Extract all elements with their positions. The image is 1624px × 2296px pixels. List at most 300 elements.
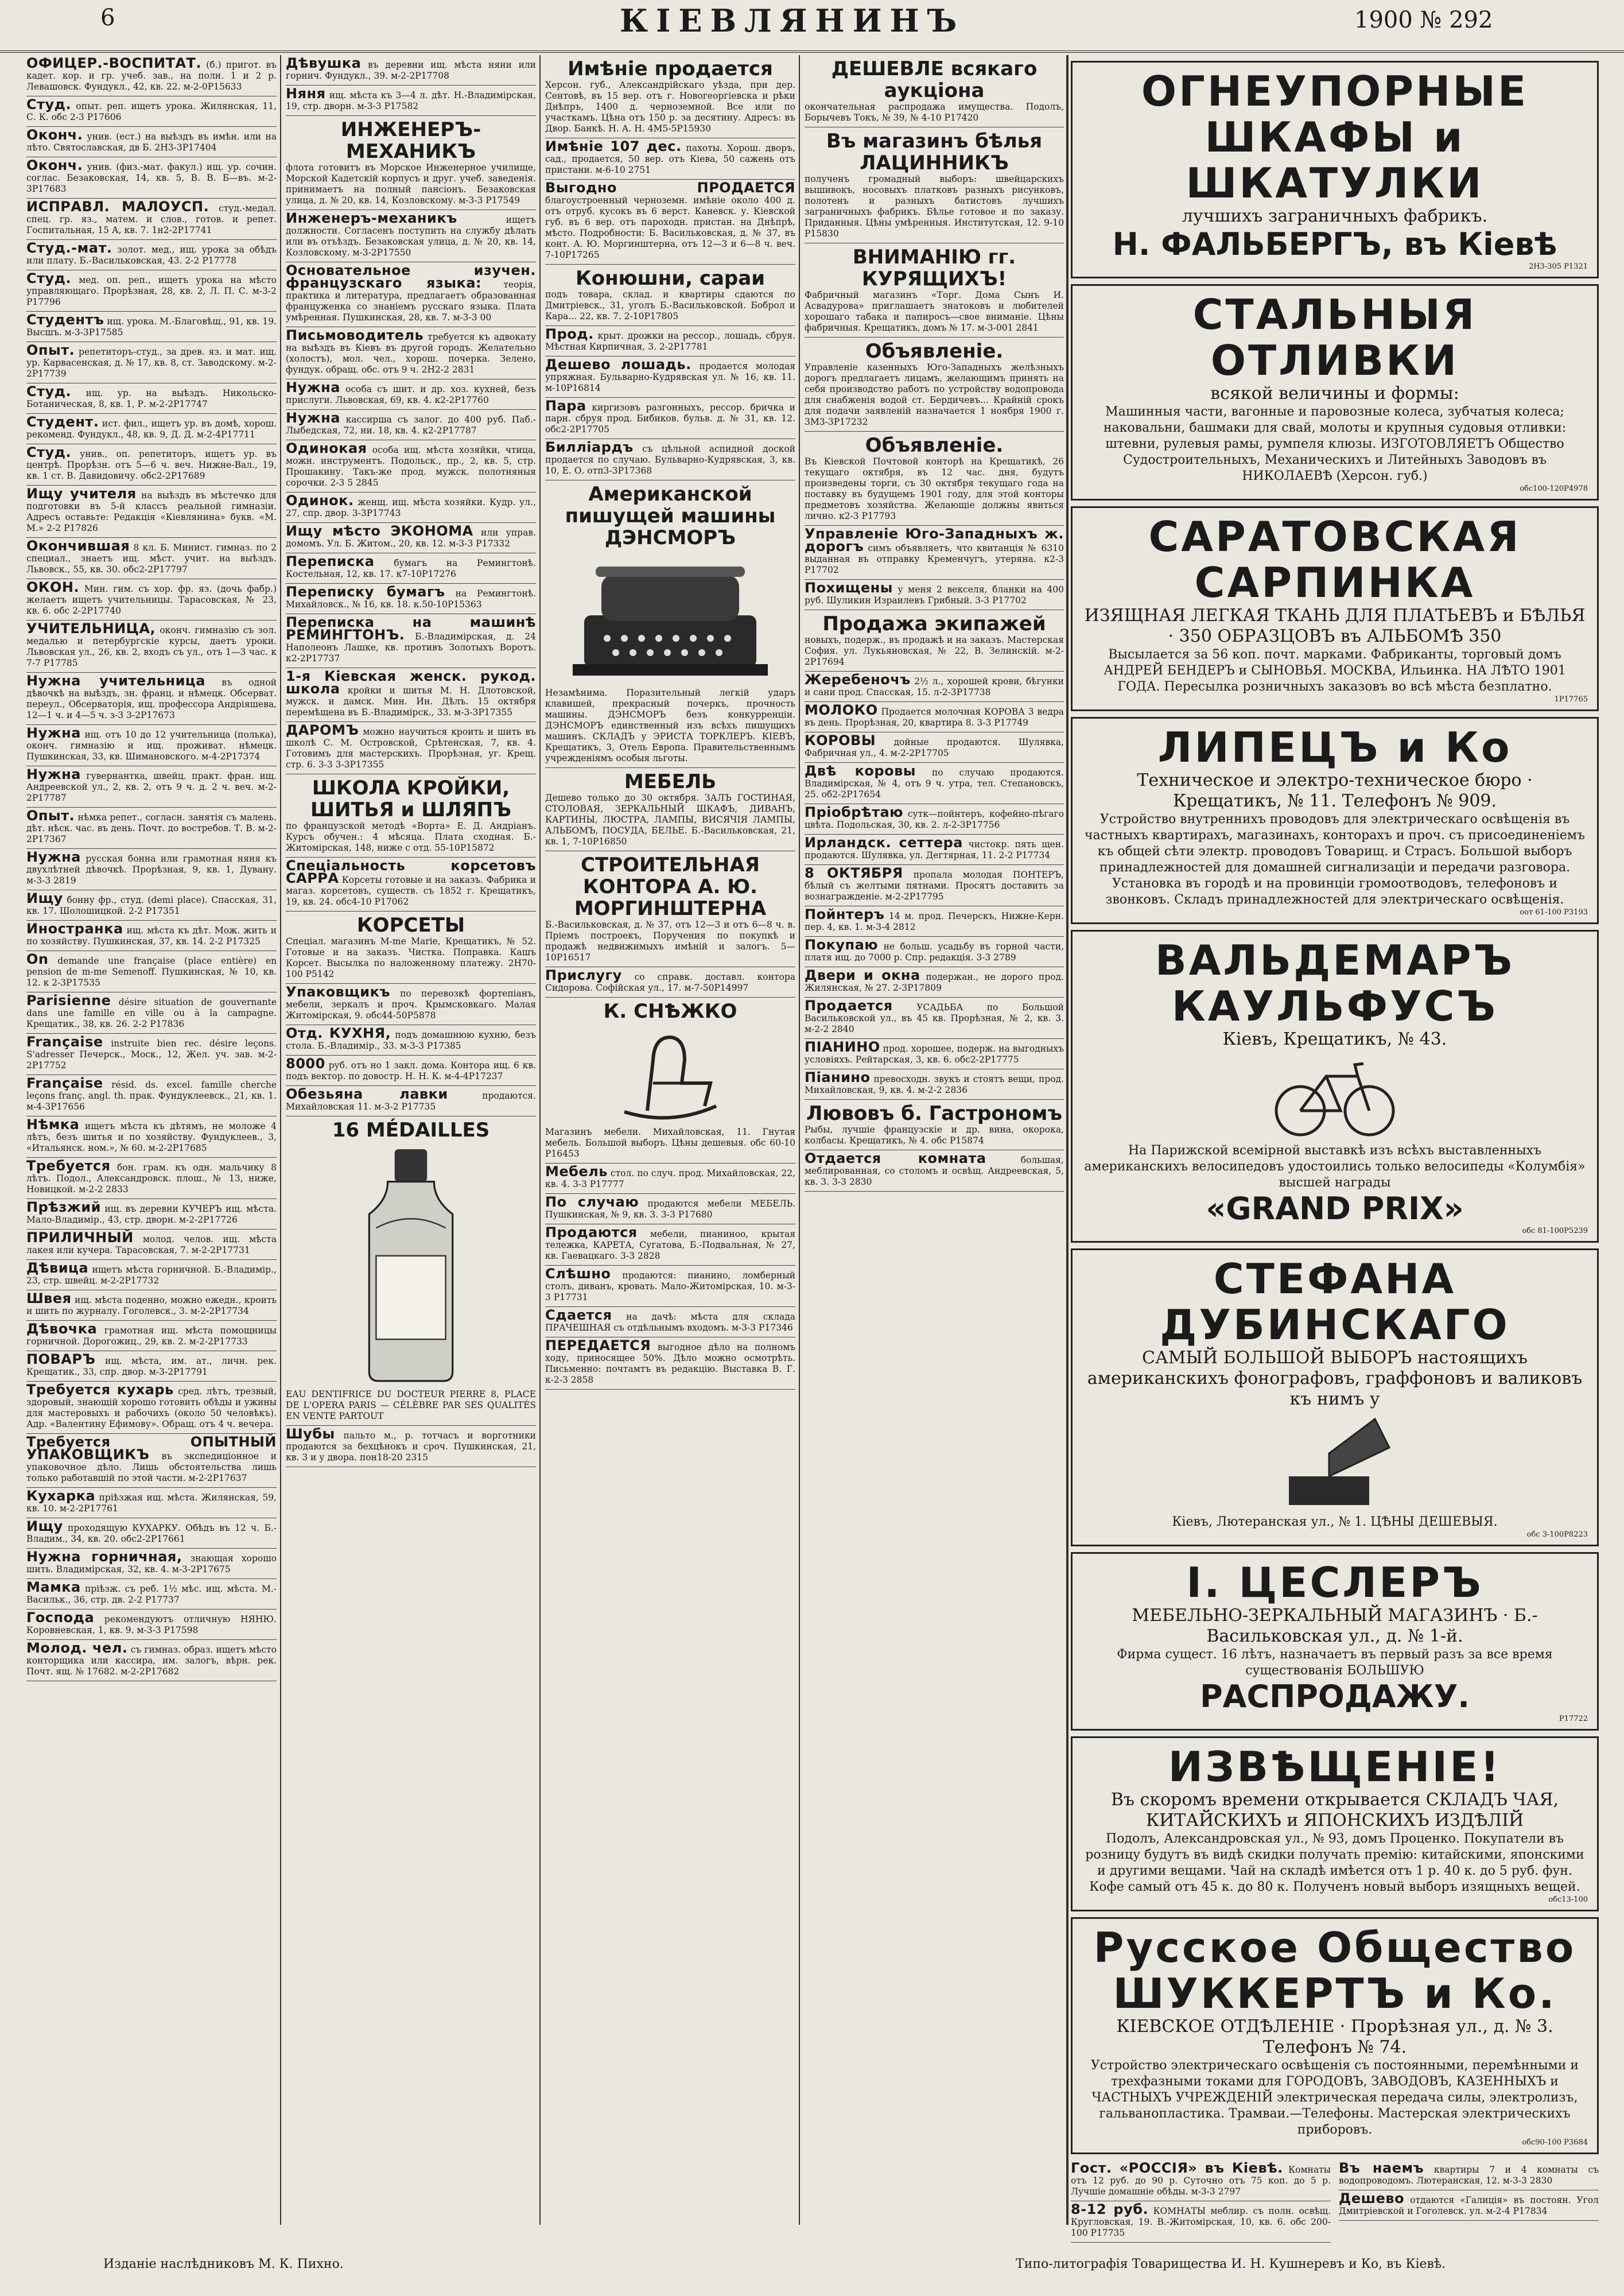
ad-text: съ гимназ. образ. ищетъ мѣсто конторщика или кассира, им. залогъ, вѣрн. рек. Почт. ящ. № 17682. м-2-2Р17682 [26, 1645, 277, 1677]
ad-heading: Гост. «РОССІЯ» въ Кіевѣ. [1071, 2160, 1283, 2176]
ad-code: Р17722 [1559, 1715, 1588, 1723]
ad-text: Спеціал. магазинъ M-me Marie, Крещатикъ, № 52. Готовые и на заказъ. Чистка. Поправка. Кашъ Корсет. Высылка по наложенному платежу. 2Н70-100 Р5142 [286, 936, 536, 979]
page-number: 6 [100, 5, 115, 31]
classified-ad [26, 127, 277, 157]
classified-ad [805, 55, 1064, 127]
bicycle-illustration [1272, 1053, 1398, 1139]
ad-text: Фабричный магазинъ «Торг. Дома Сынъ И. Асвадурова» приглашаетъ знатоковъ и любителей хорошаго табака и папиросъ—свое вниманіе. Цѣны фабричныя. Крещатикъ, домъ № 17. м-3-001 2841 [805, 290, 1064, 333]
ad-text: сутк—пойнтеръ, кофейно-пѣгаго цвѣта. Подольская, 30, кв. 2. л-2-3Р17756 [805, 809, 1064, 830]
ad-heading: Ищу мѣсто ЭКОНОМА [286, 523, 473, 539]
ad-heading: ИСПРАВЛ. МАЛОУСП. [26, 199, 209, 215]
classified-ad [1339, 2160, 1599, 2190]
ad-heading: СТРОИТЕЛЬНАЯ КОНТОРА А. Ю. МОРГИНШТЕРНА [574, 854, 767, 920]
ad-heading: Дешево [1339, 2190, 1405, 2206]
classified-ad [805, 127, 1064, 243]
classified-ad [805, 937, 1064, 967]
ad-text: можно научиться кроить и шить въ школѣ С. М. Островской, Срѣтенская, 7, кв. 4. Готовимъ для мастерскихъ. Прорѣзная, уг. Крещ. стр. 6. 3-3 3-3Р17355 [286, 727, 536, 770]
ad-text: ищетъ мѣста къ дѣтямъ, не моложе 4 лѣтъ, безъ шитья и по хозяйству. Фундуклеев., 3, «Итальянск. ном.», № 60. м-2-2Р17685 [26, 1121, 277, 1153]
ad-heading: Обезьяна лавки [286, 1086, 448, 1102]
ad-text: стол. по случ. прод. Михайловская, 22, кв. 4. 3-3 Р17777 [545, 1168, 795, 1189]
ad-text: ищ. мѣста поденно, можно ежедн., кроить и шить по журналу. Гоголевск., 3. м-2-2Р17734 [26, 1295, 277, 1316]
ad-heading: Швея [26, 1290, 72, 1306]
classified-ad [26, 673, 277, 725]
ad-body: Устройство электрическаго освѣщенія съ постоянными, перемѣнными и трехфазными токами для ГОРОДОВЪ, ЗАВОДОВЪ, КАЗЕННЫХЪ и ЧАСТНЫХЪ УЧРЕЖДЕНІЙ электрическая передача силы, электролизъ, гальванопластика. Трамваи.—Телефоны. Мастерская электрическихъ приборовъ. [1090, 2058, 1579, 2137]
ad-heading: Переписка на машинѣ РЕМИНГТОНЪ. [286, 614, 536, 643]
ad-text: отдаются «Галиція» въ постоян. Угол Дмитріевской и Гоголевск. ул. м-2-4 Р17834 [1339, 2195, 1599, 2216]
ad-text: КОМНАТЫ меблир. съ полн. освѣщ. Кругловская, 19. В.-Житомірская, 10, кв. 6. обс 200-100 Р17735 [1071, 2206, 1331, 2238]
ad-text: русская бонна или грамотная няня къ двухлѣтней дѣвочкѣ. Прорѣзная, 9, кв. 1, Дувану. м-3-3 2819 [26, 854, 277, 886]
ad-headline: САРАТОВСКАЯ САРПИНКА [1148, 513, 1521, 607]
ad-heading: Пойнтеръ [805, 906, 885, 922]
classified-ad [26, 808, 277, 849]
ad-heading: Сдается [545, 1307, 612, 1323]
ad-text: съ цѣльной аспидной доской продается по случаю. Бульварно-Кудрявская, 3, кв. 10, Е. О. отп3-3Р17368 [545, 444, 795, 476]
ad-text: студ.-медал. спец. гр. яз., матем. и слов., готов. и репет. Госпитальная, 15 А, кв. 7. 1н2-2Р17741 [26, 203, 277, 235]
rocking-chair-illustration [613, 1026, 728, 1123]
classified-ad [545, 480, 795, 768]
ad-heading: Française [26, 1075, 103, 1091]
classified-ad [26, 849, 277, 890]
ad-subline: всякой величины и формы: [1210, 383, 1459, 404]
ad-text: благоустроенный черноземн. имѣніе около 400 д. отъ отруб. кусокъ въ 6 верст. Каневск. у. Кіевской губ. въ 6 вер. отъ пароходн. пристан. на Днѣпрѣ, мѣсто. Подробности: Б. Васильковская, д. № 37, въ конт. А. Ю. Моргинштерна, отъ 12—3 и 6—8 ч. веч. 7-10Р17265 [545, 195, 795, 260]
classified-ad [26, 1382, 277, 1434]
ad-heading: Упаковщикъ [286, 984, 390, 1000]
classified-ad [26, 766, 277, 808]
ad-text: не больш. усадьбу въ горной части, платя ищ. до 7000 р. Спр. редакція. 3-3 2789 [805, 941, 1064, 963]
display-ad [1071, 717, 1599, 924]
ad-text: ищ. урока. М.-Благовѣщ., 91, кв. 19. Высшъ. м-3-3Р17585 [26, 316, 277, 338]
ad-heading: По случаю [545, 1194, 639, 1210]
ad-heading: МЕБЕЛЬ [624, 770, 717, 793]
ad-text: киргизовъ разгонныхъ, рессор. бричка и парн. сбруя прод. Бибиков. бульв. д. № 31, кв. 12. обс2-2Р17705 [545, 402, 795, 435]
classified-ad [26, 96, 277, 127]
ad-text: унив. (физ.-мат. факул.) ищ. ур. сочин. соглас. Безаковская, 14, кв. 5, В. В. Б—въ. м-2-3Р17683 [26, 162, 277, 194]
column-2 [286, 55, 536, 2225]
classified-ad [805, 732, 1064, 763]
ad-text: ищетъ должности. Согласенъ поступить на службу дѣлать или въ отъѣздъ. Безаковская улица, д. № 20, кв. 14, Козловскому. м-3-2Р17550 [286, 215, 536, 258]
ad-headline: СТАЛЬНЫЯ ОТЛИВКИ [1192, 290, 1477, 385]
ad-text: крыт. дрожки на рессор., лошадь, сбруя. Мѣстная Кирпичная, 3. 2-2Р17781 [545, 331, 795, 352]
ad-text: выгодное дѣло на полномъ ходу, приносящее 50%. Дѣло можно осмотрѣть. Письменно: почтамтъ въ редакцію. Выставка В. Г. к-2-3 2858 [545, 1342, 795, 1385]
ad-text: или управ. домомъ. Ул. Б. Житом., 20, кв. 12. м-3-3 Р17332 [286, 528, 536, 549]
ad-subline: Кіевъ, Крещатикъ, № 43. [1222, 1029, 1447, 1049]
classified-ad [286, 984, 536, 1025]
ad-heading: Отд. КУХНЯ, [286, 1025, 391, 1041]
classified-ad [286, 1025, 536, 1056]
classified-ad [26, 1230, 277, 1260]
ad-heading: Окончившая [26, 538, 130, 554]
ad-text: пропала молодая ПОНТЕРЪ, бѣлый съ желтыми пятнами. Просятъ доставить за вознагражденіе. м-2-2Р17795 [805, 870, 1064, 902]
ad-heading: Дешево лошадь. [545, 356, 691, 373]
ad-heading: Студ. [26, 96, 72, 113]
ad-heading: Нужна [286, 410, 340, 426]
ad-text: 14 м. прод. Печерскъ, Нижне-Керн. пер. 4, кв. 1. м-3-4 2812 [805, 911, 1064, 932]
ad-heading: Ирландск. сеттера [805, 835, 963, 851]
classified-ad [26, 199, 277, 240]
ad-text: ищ. въ деревни КУЧЕРЪ ищ. мѣста. Мало-Владимір., 43, стр. дворн. м-2-2Р17726 [26, 1204, 277, 1225]
ad-text: теорія, практика и литература, предлагаетъ образованная француженка со знаніемъ русскаго языка. Плата умѣренная. Пушкинская, 28, кв. 7. м-3-3 00 [286, 280, 536, 323]
classified-ad [26, 444, 277, 486]
display-ad [1071, 1248, 1599, 1546]
column-3 [545, 55, 795, 2225]
classified-ad [545, 1224, 795, 1266]
classified-ad [286, 1426, 536, 1467]
ad-heading: ШКОЛА КРОЙКИ, ШИТЬЯ и ШЛЯПЪ [310, 777, 512, 821]
classified-ad [26, 414, 277, 444]
ad-heading: Управленіе Юго-Западныхъ ж. дорогъ [805, 526, 1064, 554]
ad-heading: ПОВАРЪ [26, 1351, 96, 1367]
ad-heading: Шубы [286, 1426, 335, 1442]
ad-text: чистокр. пять щен. продаются. Шулявка, ул. Дегтярная, 11. 2-2 Р17734 [805, 839, 1064, 860]
classified-ad [286, 379, 536, 410]
classified-ad [1071, 2201, 1331, 2243]
ad-heading: Двери и окна [805, 967, 920, 983]
ad-heading: Студ.-мат. [26, 240, 112, 256]
classified-ad [805, 610, 1064, 672]
ad-heading: Продается [805, 998, 893, 1014]
ad-body: Фирма сущест. 16 лѣтъ, назначаетъ въ первый разъ за все время существованія БОЛЬШУЮ [1117, 1647, 1553, 1678]
classified-ad [26, 921, 277, 951]
classified-ad [805, 967, 1064, 998]
ad-text: УСАДЬБА по Большой Васильковской ул., въ 45 кв. Прорѣзная, № 2, кв. 3. м-2-2 2840 [805, 1002, 1064, 1034]
ad-heading: Похищены [805, 580, 893, 596]
ad-text: 2½ л., хорошей крови, бѣгунки и сани прод. Спасская, 15. л-2-3Р17738 [805, 676, 1064, 697]
classified-ad [26, 1518, 277, 1549]
ad-text: въ деревни ищ. мѣста няни или горнич. Фундукл., 39. м-2-2Р17708 [286, 60, 536, 81]
ad-text: пальто м., р. тотчасъ и ворготники продаются за бехцѣнокъ и сроч. Пушкинская, 21, кв. 3 и у двора. пон18-20 2315 [286, 1430, 536, 1463]
ad-heading: Няня [286, 86, 326, 102]
ad-text: ищетъ мѣста горничной. Б.-Владимір., 23, стр. швейц. м-2-2Р17732 [26, 1265, 277, 1286]
ad-heading: Дѣвушка [286, 55, 362, 71]
ad-text: оконч. гимназію съ зол. медалью и петербургскіе курсы, даетъ уроки. Львовская ул., 26, кв. 2, входъ съ ул., отъ 1—3 час. к 7-7 Р17785 [26, 625, 277, 668]
ad-text: грамотная ищ. мѣста помощницы горничной. Дорогожиц., 29, кв. 2. м-2-2Р17733 [26, 1325, 277, 1347]
ad-code: обс90-100 Р3684 [1522, 2138, 1588, 2147]
ad-text: Магазинъ мебели. Михайловская, 11. Гнутая мебель. Большой выборъ. Цѣны дешевыя. обс 60-10 Р16453 [545, 1127, 795, 1159]
ad-headline: ИЗВѢЩЕНІЕ! [1168, 1743, 1502, 1791]
bottom-ads-bottom-right [1339, 2160, 1599, 2243]
classified-ad [545, 967, 795, 998]
classified-ad [1071, 2160, 1331, 2201]
ad-heading: Объявленіе. [865, 340, 1004, 363]
ad-code: обс 81-100Р5239 [1522, 1227, 1588, 1235]
ad-text: со справк. доставл. контора Сидорова. Софійская ул., 17. м-7-50Р14997 [545, 972, 795, 993]
classified-ad [286, 262, 536, 327]
ad-text: продается молодая упряжная. Бульварно-Кудрявская ул. № 16, кв. 11. м-10Р16814 [545, 361, 795, 393]
classified-ad [286, 858, 536, 912]
classified-ad [286, 210, 536, 262]
classified-ad [805, 243, 1064, 338]
classified-ad [286, 584, 536, 614]
ad-text: продаются: пианино, ломберный столъ, диванъ, кровать. Мало-Житомірская, 10. м-3-3 Р17731 [545, 1270, 795, 1302]
ad-code: оот 61-100 Р3193 [1520, 908, 1588, 917]
ad-heading: Нужна [26, 849, 81, 865]
column-5-display-ads [1071, 55, 1599, 2238]
classified-ad [545, 398, 795, 439]
ad-text: ищ. мѣста къ 3—4 л. дѣт. Н.-Владимірская, 19, стр. дворн. м-3-3 Р17582 [286, 90, 536, 111]
ad-text: EAU DENTIFRICE DU DOCTEUR PIERRE 8, PLACE DE L'OPERA PARIS — CÉLÈBRE PAR SES QUALITÉS EN VENTE PARTOUT [286, 1389, 536, 1421]
ad-heading: ОФИЦЕР.-ВОСПИТАТ. [26, 55, 202, 71]
ad-text: по французской методѣ «Ворта» Е. Д. Андріанъ. Курсъ обучен.: 4 мѣсяца. Плата сходная. Б.-Житомірская, 148, ниже с отд. 55-10Р15872 [286, 821, 536, 853]
ad-heading: Мамка [26, 1579, 81, 1595]
ad-heading: ПІАНИНО [805, 1039, 880, 1055]
ad-heading: Опыт. [26, 342, 75, 358]
ad-text: продаются мебели МЕБЕЛЬ. Пушкинская, № 9, кв. 3. 3-3 Р17680 [545, 1199, 795, 1220]
ad-text: превосходн. звукъ и стоятъ вещи, прод. Михайловская, 9, кв. 4. м-2-2 2836 [805, 1074, 1064, 1095]
ad-heading: Студент. [26, 414, 99, 430]
classified-ad [26, 270, 277, 312]
ad-heading: Прод. [545, 326, 594, 342]
classified-ad [26, 1075, 277, 1116]
ad-heading: Студ. [26, 270, 72, 286]
display-ad [1071, 284, 1599, 501]
classified-ad [545, 1266, 795, 1307]
ad-heading: 16 MÉDAILLES [332, 1119, 490, 1142]
ad-subline: ИЗЯЩНАЯ ЛЕГКАЯ ТКАНЬ ДЛЯ ПЛАТЬЕВЪ и БѢЛЬЯ · 350 ОБРАЗЦОВЪ въ АЛЬБОМѢ 350 [1084, 606, 1586, 646]
ad-heading: Нужна учительница [26, 673, 205, 689]
ad-heading: Нужна [26, 766, 81, 782]
ad-heading: Прѣзжий [26, 1199, 101, 1215]
ad-text: симъ объявляетъ, что квитанція № 6310 выданная въ отправку Кременчугъ, утеряна. к2-3 Р17702 [805, 543, 1064, 575]
ad-subline: Техническое и электро-техническое бюро · Крещатикъ, № 11. Телефонъ № 909. [1137, 770, 1533, 811]
ad-text: проходящую КУХАРКУ. Обѣдъ въ 12 ч. Б.-Владим., 34, кв. 20. обс2-2Р17661 [26, 1523, 277, 1544]
ad-heading: Дѣвица [26, 1260, 89, 1276]
classified-ad [805, 1069, 1064, 1100]
typewriter-illustration [561, 552, 779, 684]
classified-ad [26, 240, 277, 270]
ad-heading: Имѣніе 107 дес. [545, 138, 682, 154]
ad-text: рекомендуютъ отличную НЯНЮ. Коровневская, 1, кв. 9. м-3-3 Р17598 [26, 1614, 277, 1635]
ad-text: по перевозкѣ фортепіанъ, мебели, зеркалъ и проч. Крымсковкаго. Малая Житомірская, 9. обс44-50Р5878 [286, 988, 536, 1021]
ad-heading: Пара [545, 398, 586, 414]
ad-text: Комнаты отъ 12 руб. до 90 р. Суточно отъ 75 коп. до 5 р. Лучшіе домашніе обѣды. м-3-3 2797 [1071, 2165, 1331, 2197]
classified-ad [545, 1163, 795, 1194]
ad-text: Мин. гим. съ хор. фр. яз. (дочь фабр.) желаетъ ищетъ учительницы. Тарасовская, № 23, кв. 6. обс 2-2Р17740 [26, 584, 277, 616]
ad-text: женщ. ищ. мѣста хозяйки. Кудр. ул., 27, спр. двор. 3-3Р17743 [286, 497, 536, 518]
ad-heading: Переписку бумагъ [286, 584, 445, 600]
classified-ad [805, 432, 1064, 526]
classified-ad [545, 768, 795, 851]
display-ad [1071, 61, 1599, 278]
ad-heading: 8000 [286, 1056, 325, 1072]
ad-subline: Въ скоромъ времени открывается СКЛАДЪ ЧАЯ, КИТАЙСКИХЪ и ЯПОНСКИХЪ ИЗДѢЛІЙ [1110, 1790, 1559, 1830]
classified-ad [26, 342, 277, 383]
ad-code: 2Н3-305 Р1321 [1528, 262, 1588, 271]
ad-heading: Выгодно ПРОДАЕТСЯ [545, 180, 795, 196]
ad-subline: КІЕВСКОЕ ОТДѢЛЕНІЕ · Прорѣзная ул., д. № 3. Телефонъ № 74. [1116, 2016, 1553, 2057]
ad-heading: Спеціальность корсетовъ САРРА [286, 858, 536, 886]
bottom-ads-bottom-left [1071, 2160, 1331, 2243]
ad-text: дойные продаются. Шулявка, Фабричная ул., 4. м-2-2Р17705 [805, 737, 1064, 758]
ad-text: ищ. мѣста, им. ат., личн. рек. Крещатик., 33, спр. двор. м-3-2Р17791 [26, 1356, 277, 1377]
classified-ad [805, 835, 1064, 865]
ad-text: пріѣзжая ищ. мѣста. Жилянская, 59, кв. 10. м-2-2Р17761 [26, 1492, 277, 1514]
classified-ad [26, 1290, 277, 1321]
column-1 [26, 55, 277, 2225]
ad-heading: ВНИМАНІЮ гг. КУРЯЩИХЪ! [852, 246, 1016, 290]
ad-heading: Отдается комната [805, 1150, 986, 1166]
ad-heading: К. СНѢЖКО [603, 1000, 737, 1023]
ad-text: въ одной дѣвочкѣ на выѣздъ, зн. франц. и нѣмецк. Обсерват. переул., Обсерваторія, ищ. профессора Андріяшева, 12—1 ч. и 4—5 ч. з-3 3-2Р17673 [26, 677, 277, 720]
classified-ad [1339, 2190, 1599, 2221]
ad-text: унив. (ест.) на выѣздъ въ имѣн. или на лѣто. Святославская, дв Б. 2Н3-3Р17404 [26, 131, 277, 153]
ad-text: кассирша съ залог. до 400 руб. Паб.-Лыбедская, 72, ни. 18, кв. 4. к2-2Р17787 [286, 414, 536, 436]
ad-heading: Слѣшно [545, 1266, 611, 1282]
classified-ad [26, 1116, 277, 1158]
ad-text: бон. грам. къ одн. мальчику 8 лѣтъ. Подол., Александровск. плош., № 13, ниже, Новицкой. м-2-2 2833 [26, 1162, 277, 1194]
classified-ad [26, 1199, 277, 1230]
ad-headline: ОГНЕУПОРНЫЕ ШКАФЫ и ШКАТУЛКИ [1141, 67, 1529, 207]
bottle-illustration [336, 1145, 485, 1386]
ad-text: désire situation de gouvernante dans une famille en ville ou à la campagne. Крещатик., 38, кв. 26. 2-2 Р17836 [26, 997, 277, 1029]
ad-heading: Нѣмка [26, 1116, 80, 1133]
column-4 [805, 55, 1064, 2225]
ad-heading: ПЕРЕДАЕТСЯ [545, 1337, 651, 1353]
ad-text: у меня 2 векселя, бланки на 400 руб. Шуликин Израилевъ Грибный. 3-3 Р17702 [805, 584, 1064, 606]
ad-text: флота готовитъ въ Морское Инженерное училище, Морской Кадетскій корпусъ и друг. учеб. заведенія. принимаетъ на полный пансіонъ. Безаковская улица, д. № 20, кв. 14, Козловскому. м-3-3 Р17549 [286, 162, 536, 205]
classified-ad [805, 906, 1064, 937]
ad-heading: ОКОН. [26, 579, 80, 595]
ad-subline: МЕБЕЛЬНО-ЗЕРКАЛЬНЫЙ МАГАЗИНЪ · Б.-Васильковская ул., д. № 1-й. [1132, 1605, 1538, 1646]
classified-ad [26, 538, 277, 579]
ad-text: подержан., не дорого прод. Жилянская, № 27. 2-3Р17809 [805, 972, 1064, 993]
ad-heading: Господа [26, 1609, 95, 1626]
classified-ad [26, 579, 277, 620]
classified-ad [286, 774, 536, 858]
display-ad [1071, 1736, 1599, 1911]
ad-text: мебели, пианиноо, крытая тележка, КАРЕТА, Сугатова, Б.-Подвальная, № 27, кв. Гаевацкаго. 3-3 2828 [545, 1229, 795, 1261]
display-ad [1071, 1552, 1599, 1731]
classified-ad [26, 55, 277, 96]
ad-heading: ПРИЛИЧНЫЙ [26, 1230, 134, 1246]
classified-ad [26, 486, 277, 538]
classified-ad [286, 523, 536, 553]
ad-heading: Двѣ коровы [805, 763, 916, 779]
ad-code: 1Р17765 [1554, 695, 1588, 704]
column-rule [539, 55, 541, 2225]
ad-heading: Переписка [286, 553, 375, 569]
ad-text: ищ. мѣста къ дѣт. Мож. жить и по хозяйству. Пушкинская, 37, кв. 14. 2-2 Р17325 [26, 925, 277, 947]
classified-ad [286, 410, 536, 440]
ad-text: Б.-Васильковская, д. № 37, отъ 12—3 и отъ 6—8 ч. в. Пріемъ построекъ, Поручения по покупкѣ и продажѣ недвижимыхъ имѣній и залогъ. 5—10Р16517 [545, 920, 795, 963]
ad-heading: Въ наемъ [1339, 2160, 1424, 2176]
ad-heading: Оконч. [26, 157, 83, 173]
ad-code: обс 3-100Р8223 [1526, 1530, 1588, 1539]
classified-ad [26, 1640, 277, 1681]
ad-text: ищ. отъ 10 до 12 учительница (полька), оконч. гимназію и ищ. проживат. нѣмецк. Пушкинская, 33, кв. Шимановского. м-4-2Р17374 [26, 730, 277, 762]
ad-text: ист. фил., ищетъ ур. въ домѣ, хорош. рекоменд. Фундукл., 48, кв. 9, Д. Д. м-2-4Р17711 [26, 418, 277, 440]
classified-ad [26, 1321, 277, 1351]
classified-ad [805, 804, 1064, 835]
ad-heading: Жеребеночъ [805, 672, 911, 688]
footer-publisher: Изданіе наслѣдниковъ М. К. Пихно. [103, 2257, 344, 2271]
ad-heading: Письмоводитель [286, 327, 424, 343]
classified-ad [805, 702, 1064, 732]
ad-text: унив., оп. репетиторъ, ищетъ ур. въ центрѣ. Прорѣзн. отъ 5—6 ч. веч. Нижне-Вал., 19, кв. 1 ст. В. Давидовичу. обс2-2Р17689 [26, 449, 277, 481]
ad-body: Высылается за 56 коп. почт. марками. Фабриканты, торговый домъ АНДРЕЙ БЕНДЕРЪ и СЫНОВЬЯ. МОСКВА, Ильинка. НА ЛѢТО 1901 ГОДА. Пересылка розничныхъ заказовъ во всѣ мѣста безплатно. [1104, 647, 1566, 694]
classified-ad [805, 526, 1064, 580]
column-rule [280, 55, 281, 2225]
ad-heading: КОРСЕТЫ [356, 914, 465, 937]
ad-heading: Покупаю [805, 937, 879, 953]
classified-ad [545, 326, 795, 356]
ad-text: Въ Кіевской Почтовой конторѣ на Крещатикѣ, 26 текущаго октября, въ 12 час. дня, будутъ произведены торги, съ 30 октября текущаго года на поставку въ будущемъ 1901 году, для этой конторы предметовъ хозяйства. Желающіе должны явиться лично. к2-3 Р17793 [805, 456, 1064, 521]
ad-text: бонну фр., студ. (demi place). Спасская, 31, кв. 17. Шолошицкой. 2-2 Р17351 [26, 895, 277, 916]
display-ad [1071, 1917, 1599, 2154]
ad-text: demande une française (place entière) en pension de m-me Semenoff. Пушкинская, № 10, кв. 12. к 2-3Р17535 [26, 956, 277, 988]
ad-heading: 8 ОКТЯБРЯ [805, 865, 903, 881]
classified-ad [805, 672, 1064, 702]
ad-text: прод. хорошее, подерж. на выгодныхъ условіяхъ. Рейтарская, 3, кв. 6. обс2-2Р17775 [805, 1044, 1064, 1065]
classified-ad [545, 851, 795, 967]
classified-ad [805, 865, 1064, 906]
ad-text: гувернантка, швейц. практ. фран. ищ. Андреевской ул., 2, кв. 2, отъ 9 ч. д. 2 ч. веч. м-2-2Р17787 [26, 771, 277, 803]
classified-ad [286, 722, 536, 774]
ad-body: На Парижской всемірной выставкѣ изъ всѣхъ выставленныхъ американскихъ велосипедовъ удостоились только велосипеды «Колумбія» высшей награды [1084, 1143, 1586, 1190]
ad-text: полученъ громадный выборъ: швейцарскихъ вышивокъ, носовыхъ платковъ разныхъ рисунковъ, полотенъ и разныхъ батистовъ лучшихъ заграничныхъ фабрикъ. Бѣлье готовое и по заказу. Приданныя. Цѣны умѣренныя. Институтская, 12. 9-10 Р15830 [805, 174, 1064, 239]
ad-heading: Молод. чел. [26, 1640, 128, 1656]
ad-heading: Parisienne [26, 992, 111, 1009]
ad-text: большая, меблированная, со столомъ и освѣщ. Андреевская, 5, кв. 3. 3-3 2830 [805, 1155, 1064, 1187]
classified-ad [26, 890, 277, 921]
ad-text: résid. ds. excel. famille cherche leçons franç. angl. th. прак. Фундуклеевск., 21, кв. 1. м-4-3Р17656 [26, 1080, 277, 1112]
ad-text: руб. отъ но 1 закл. дома. Контора ищ. 6 кв. подъ вектор. по довостр. Н. Н. К. м-4-4Р17237 [286, 1060, 536, 1081]
ad-body: Кіевъ, Лютеранская ул., № 1. ЦѢНЫ ДЕШЕВЫЯ. [1172, 1515, 1498, 1529]
classified-ad [545, 998, 795, 1163]
ad-heading: Инженеръ-механикъ [286, 210, 457, 226]
ad-text: нѣмка репет., согласн. занятія съ малень. дѣт. нѣск. час. въ день. Почт. до востребов. Т. В. м-2-2Р17367 [26, 812, 277, 844]
ad-text: знающая хорошо шить. Владимірская, 32, кв. 4. м-3-2Р17675 [26, 1553, 277, 1574]
ad-subline: САМЫЙ БОЛЬШОЙ ВЫБОРЪ настоящихъ американскихъ фонографовъ, граффоновъ и валиковъ къ нимъ у [1087, 1348, 1583, 1409]
ad-headline: І. ЦЕСЛЕРЪ [1186, 1558, 1483, 1607]
ad-heading: Лювовъ б. Гастрономъ [806, 1102, 1062, 1125]
ad-heading: 8-12 руб. [1071, 2201, 1149, 2217]
classified-ad [545, 265, 795, 326]
ad-heading: Требуется ОПЫТНЫЙ УПАКОВЩИКЪ [26, 1434, 277, 1463]
ad-text: Б.-Владимірская, д. 24 Наполеонъ Лашке, кв. противъ Золотыхъ Воротъ. к2-2Р17737 [286, 631, 536, 664]
ad-text: новыхъ, подерж., въ продажѣ и на заказъ. Мастерская София. ул. Лукьяновская, № 22, В. Зелинскій. м-2-2Р17694 [805, 635, 1064, 667]
ad-text: особа ищ. мѣста хозяйки, чтица, можн. инструментъ. Подольск., пр., 2, кв. 5, стр. Прошакину. Такъ-же прод. мужск. полотняныя сорочки. 2-3 5 2845 [286, 445, 536, 488]
masthead [0, 0, 1624, 53]
ad-text: instruite bien rec. désire leçons. S'adresser Печерск., Моск., 12, Жел. уч. зав. м-2-2Р17752 [26, 1038, 277, 1071]
classified-ad [286, 440, 536, 492]
classified-ad [26, 1158, 277, 1199]
ad-tagline: Н. ФАЛЬБЕРГЪ, въ Кіевѣ [1112, 226, 1557, 262]
ad-heading: Американской пишущей машины ДЭНСМОРЪ [565, 483, 776, 549]
column-rule [1066, 55, 1069, 2225]
classified-ad [805, 1039, 1064, 1069]
ad-headline: ЛИПЕЦЪ и Ко [1157, 723, 1512, 771]
classified-ad [286, 1056, 536, 1086]
display-ad [1071, 506, 1599, 711]
ad-heading: УЧИТЕЛЬНИЦА, [26, 620, 156, 637]
ad-heading: Иностранка [26, 921, 123, 937]
classified-ad [26, 1549, 277, 1579]
classified-ad [545, 1194, 795, 1224]
classified-ad [545, 356, 795, 398]
classified-ad [545, 55, 795, 138]
classified-ad [286, 327, 536, 379]
ad-text: ищ. ур. на выѣздъ. Никольско-Ботаническая, 8, кв. 1, Р. м-2-2Р17747 [26, 388, 277, 409]
ad-heading: Продаются [545, 1224, 638, 1240]
classified-ad [26, 383, 277, 414]
classified-ad [805, 338, 1064, 432]
ad-heading: On [26, 951, 49, 967]
ad-text: особа съ шит. и др. хоз. кухней, безъ прислуги. Львовская, 69, кв. 4. к2-2Р17760 [286, 384, 536, 405]
ad-subline: лучшихъ заграничныхъ фабрикъ. [1182, 206, 1488, 226]
classified-ad [286, 553, 536, 584]
ad-heading: Основательное изучен. французскаго языка: [286, 262, 536, 291]
ad-heading: Ищу [26, 890, 63, 906]
